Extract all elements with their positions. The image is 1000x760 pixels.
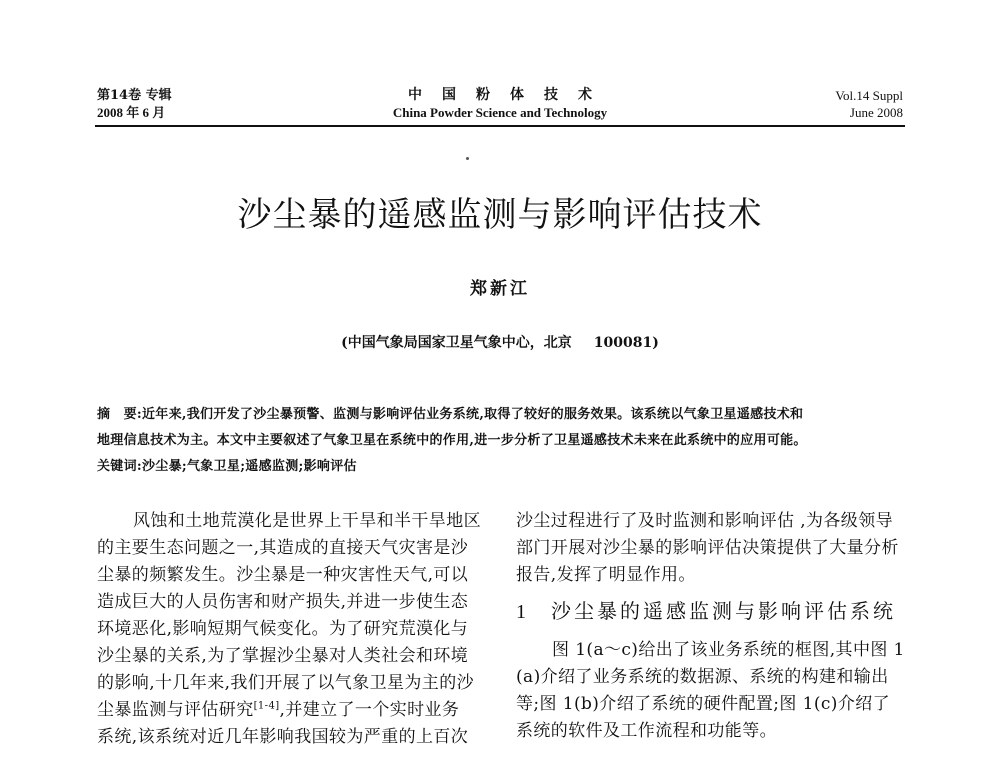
author-name: 郑新江 bbox=[470, 279, 530, 299]
body-line: 的影响,十几年来,我们开展了以气象卫星为主的沙 bbox=[97, 673, 475, 693]
keywords-line bbox=[97, 454, 909, 480]
citation-ref[interactable]: [1-4] bbox=[253, 700, 280, 712]
journal-title-en: China Powder Science and Technology bbox=[392, 105, 608, 120]
issue-date-en: June 2008 bbox=[849, 105, 903, 120]
body-line: 系统的软件及工作流程和功能等。 bbox=[516, 721, 777, 741]
paper-title: 沙尘暴的遥感监测与影响评估技术 bbox=[237, 195, 763, 235]
section-title: 沙尘暴的遥感监测与影响评估系统 bbox=[551, 599, 896, 623]
section-heading bbox=[516, 589, 914, 637]
affiliation bbox=[100, 332, 900, 352]
abstract-text-1: 近年来,我们开发了沙尘暴预警、监测与影响评估业务系统,取得了较好的服务效果。该系统以气象卫星遥感技术和 bbox=[142, 407, 804, 422]
body-line: 沙尘暴的关系,为了掌握沙尘暴对人类社会和环境 bbox=[97, 646, 469, 666]
journal-title-cn: 中国粉体技术 bbox=[408, 87, 612, 103]
body-line: 的主要生态问题之一,其造成的直接天气灾害是沙 bbox=[97, 538, 469, 558]
body-line: 环境恶化,影响短期气候变化。为了研究荒漠化与 bbox=[97, 619, 469, 639]
body-line: 部门开展对沙尘暴的影响评估决策提供了大量分析 bbox=[516, 538, 899, 558]
keywords-label: 关键词: bbox=[97, 459, 142, 474]
issue-date: 2008 年 6 月 bbox=[97, 105, 166, 120]
body-line: 报告,发挥了明显作用。 bbox=[516, 565, 696, 585]
body-line: (a)介绍了业务系统的数据源、系统的构建和输出 bbox=[516, 667, 889, 687]
body-line bbox=[97, 697, 495, 724]
body-line: 图 1(a～c)给出了该业务系统的框图,其中图 1 bbox=[552, 640, 905, 660]
body-line: 风蚀和土地荒漠化是世界上干旱和半干旱地区 bbox=[133, 511, 481, 531]
volume-label-en: Vol.14 Suppl bbox=[835, 88, 903, 103]
running-header-left bbox=[97, 87, 172, 121]
body-column-left bbox=[97, 508, 495, 751]
keywords-text: 沙尘暴;气象卫星;遥感监测;影响评估 bbox=[142, 459, 357, 474]
abstract-block bbox=[97, 402, 909, 480]
header-rule bbox=[95, 125, 905, 127]
section-number: 1 bbox=[516, 601, 529, 623]
body-line: 尘暴的频繁发生。沙尘暴是一种灾害性天气,可以 bbox=[97, 565, 469, 585]
abstract-line: 地理信息技术为主。本文中主要叙述了气象卫星在系统中的作用,进一步分析了卫星遥感技术未来在此系统中的应用可能。 bbox=[97, 433, 807, 448]
abstract-label: 摘 要: bbox=[97, 407, 142, 422]
scan-dot bbox=[466, 157, 469, 160]
volume-label: 第14卷 专辑 bbox=[97, 88, 172, 103]
body-text: 尘暴监测与评估研究 bbox=[97, 700, 254, 720]
affiliation-name: (中国气象局国家卫星气象中心，北京 bbox=[341, 335, 572, 351]
body-column-right bbox=[516, 508, 914, 745]
body-line: 等;图 1(b)介绍了系统的硬件配置;图 1(c)介绍了 bbox=[516, 694, 891, 714]
abstract-line bbox=[97, 402, 909, 428]
running-header-center bbox=[300, 87, 700, 121]
body-text: ,并建立了一个实时业务 bbox=[279, 700, 460, 720]
affiliation-postcode: 100081) bbox=[593, 335, 659, 351]
body-line: 系统,该系统对近几年影响我国较为严重的上百次 bbox=[97, 727, 469, 747]
body-line: 造成巨大的人员伤害和财产损失,并进一步使生态 bbox=[97, 592, 469, 612]
body-line: 沙尘过程进行了及时监测和影响评估 ,为各级领导 bbox=[516, 511, 894, 531]
running-header-right bbox=[835, 87, 903, 121]
